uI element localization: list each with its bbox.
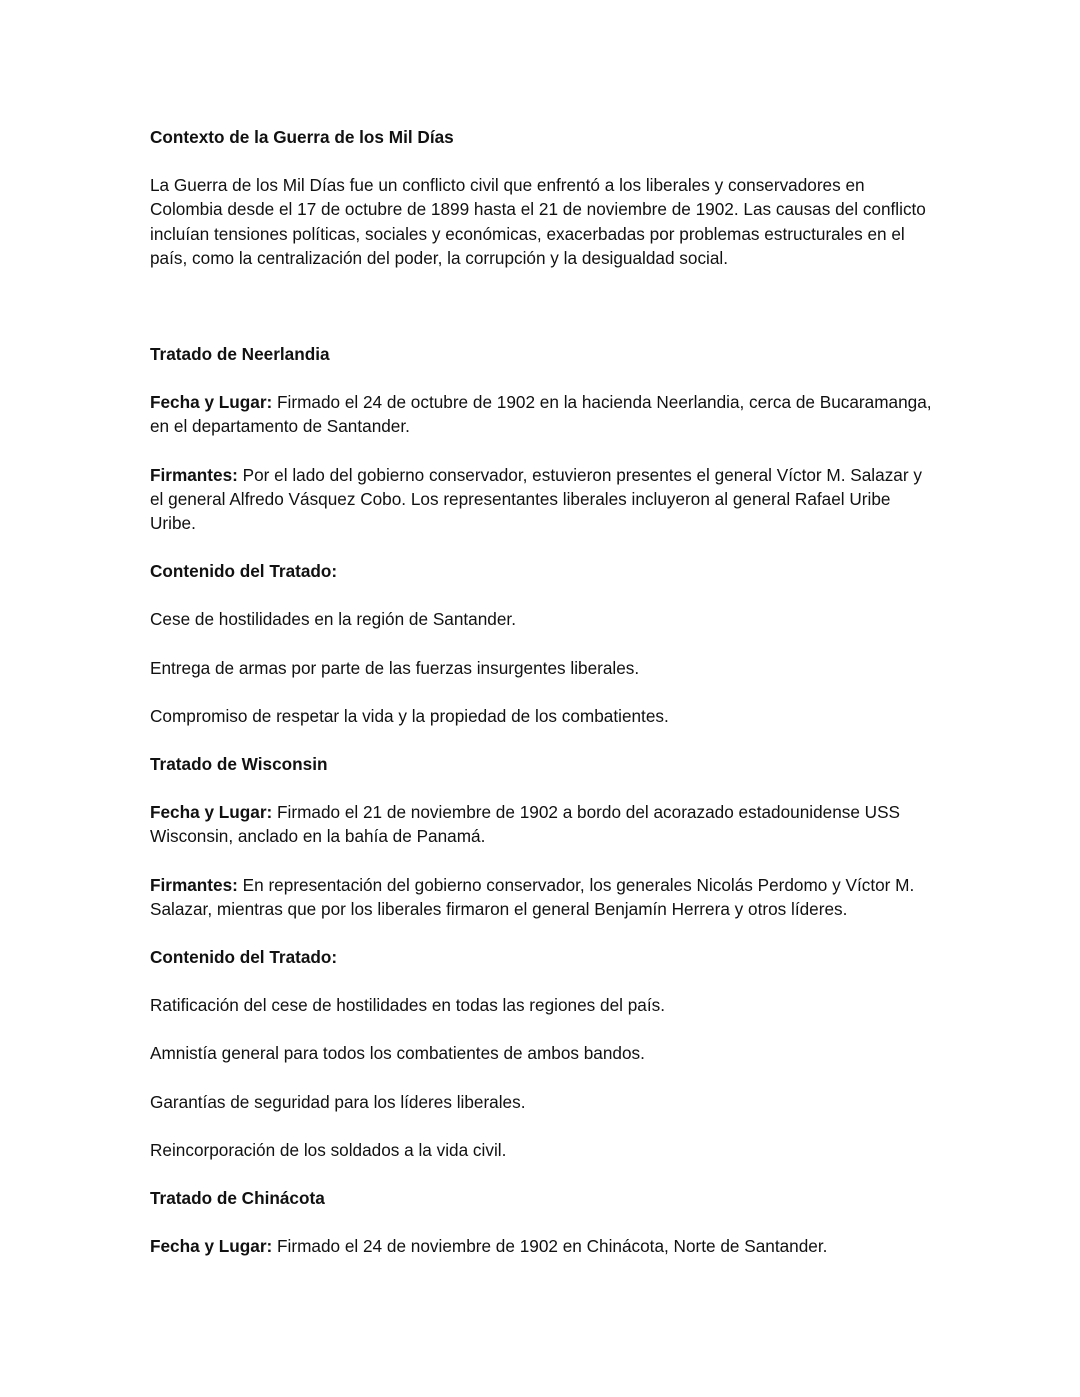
context-paragraph: La Guerra de los Mil Días fue un conflicto civil que enfrentó a los liberales y conservadores en Colombia desde el 17 de octubre de 1899 hasta el 21 de noviembre de 1902. Las causas del conflicto incluían tensiones políticas, sociales y económicas, exacerbadas por problemas estructurales en el país, como la centralización del poder, la corrupción y la desigualdad social. (150, 175, 926, 268)
chinacota-fecha-label: Fecha y Lugar: (150, 1236, 273, 1257)
neerlandia-firmantes-text: Por el lado del gobierno conservador, estuvieron presentes el general Víctor M. Salazar y el general Alfredo Vásquez Cobo. Los representantes liberales incluyeron al general Rafael Uribe Uribe. (150, 464, 922, 534)
neerlandia-firmantes-label: Firmantes: (150, 464, 238, 485)
chinacota-fecha (150, 1234, 940, 1258)
chinacota-fecha-text: Firmado el 24 de noviembre de 1902 en Chinácota, Norte de Santander. (272, 1236, 828, 1257)
wisconsin-fecha-label: Fecha y Lugar: (150, 802, 273, 823)
neerlandia-fecha (150, 390, 940, 438)
wisconsin-firmantes-label: Firmantes: (150, 874, 238, 895)
wisconsin-fecha-text: Firmado el 21 de noviembre de 1902 a bordo del acorazado estadounidense USS Wisconsin, anclado en la bahía de Panamá. (150, 802, 901, 847)
context-heading: Contexto de la Guerra de los Mil Días (150, 127, 454, 147)
wisconsin-fecha (150, 800, 940, 848)
wisconsin-heading: Tratado de Wisconsin (150, 754, 328, 775)
wisconsin-firmantes (150, 873, 940, 921)
neerlandia-item: Cese de hostilidades en la región de Santander. (150, 609, 516, 630)
neerlandia-fecha-text: Firmado el 24 de octubre de 1902 en la hacienda Neerlandia, cerca de Bucaramanga, en el departamento de Santander. (150, 392, 932, 437)
neerlandia-item: Compromiso de respetar la vida y la propiedad de los combatientes. (150, 705, 669, 726)
wisconsin-item: Garantías de seguridad para los líderes liberales. (150, 1091, 526, 1112)
neerlandia-heading: Tratado de Neerlandia (150, 344, 330, 365)
neerlandia-firmantes (150, 463, 940, 536)
wisconsin-firmantes-text: En representación del gobierno conservador, los generales Nicolás Perdomo y Víctor M. Salazar, mientras que por los liberales firmaron el general Benjamín Herrera y otros líderes. (150, 874, 915, 919)
neerlandia-contenido-heading: Contenido del Tratado: (150, 561, 338, 582)
wisconsin-item: Reincorporación de los soldados a la vida civil. (150, 1139, 507, 1160)
document-page (150, 125, 940, 1282)
wisconsin-contenido-heading: Contenido del Tratado: (150, 947, 338, 968)
chinacota-heading: Tratado de Chinácota (150, 1188, 325, 1209)
neerlandia-fecha-label: Fecha y Lugar: (150, 392, 273, 413)
wisconsin-item: Ratificación del cese de hostilidades en todas las regiones del país. (150, 995, 665, 1016)
wisconsin-item: Amnistía general para todos los combatientes de ambos bandos. (150, 1043, 645, 1064)
neerlandia-item: Entrega de armas por parte de las fuerzas insurgentes liberales. (150, 657, 640, 678)
